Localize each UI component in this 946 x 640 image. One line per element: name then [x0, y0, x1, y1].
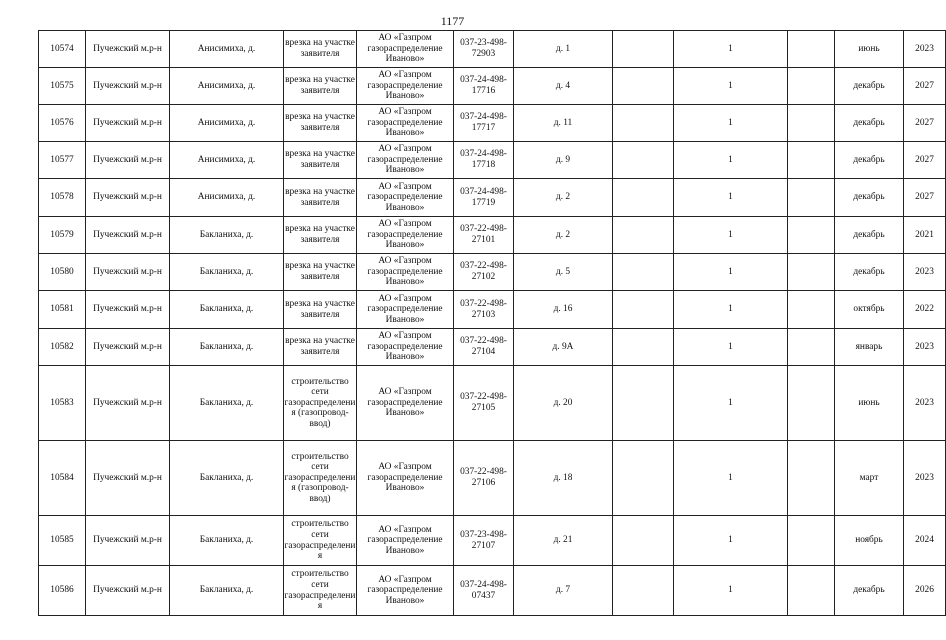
year-cell: 2023: [904, 254, 946, 291]
month-cell: октябрь: [835, 291, 904, 329]
record-number-cell: 10581: [39, 291, 86, 329]
year-cell: 2024: [904, 516, 946, 566]
table-row: [39, 566, 946, 616]
record-number-cell: 10574: [39, 31, 86, 68]
year-cell: 2027: [904, 105, 946, 142]
work-type-cell: врезка на участке заявителя: [284, 142, 357, 179]
empty-cell: [788, 441, 835, 516]
page-number: 1177: [440, 14, 465, 28]
work-type-cell: врезка на участке заявителя: [284, 254, 357, 291]
month-cell: декабрь: [835, 217, 904, 254]
district-cell: Пучежский м.р-н: [86, 179, 170, 217]
registration-code-cell: 037-24-498-17719: [454, 179, 514, 217]
quantity-cell: 1: [674, 366, 788, 441]
empty-cell: [613, 366, 674, 441]
work-type-cell: врезка на участке заявителя: [284, 68, 357, 105]
organization-cell: АО «Газпром газораспределение Иваново»: [357, 366, 454, 441]
month-cell: декабрь: [835, 179, 904, 217]
registration-code-cell: 037-24-498-07437: [454, 566, 514, 616]
registration-code-cell: 037-22-498-27103: [454, 291, 514, 329]
quantity-cell: 1: [674, 516, 788, 566]
district-cell: Пучежский м.р-н: [86, 291, 170, 329]
organization-cell: АО «Газпром газораспределение Иваново»: [357, 329, 454, 366]
quantity-cell: 1: [674, 291, 788, 329]
empty-cell: [788, 254, 835, 291]
organization-cell: АО «Газпром газораспределение Иваново»: [357, 291, 454, 329]
table-row: [39, 31, 946, 68]
record-number-cell: 10585: [39, 516, 86, 566]
year-cell: 2023: [904, 329, 946, 366]
house-number-cell: д. 7: [514, 566, 613, 616]
organization-cell: АО «Газпром газораспределение Иваново»: [357, 217, 454, 254]
table-row: [39, 291, 946, 329]
quantity-cell: 1: [674, 329, 788, 366]
work-type-cell: врезка на участке заявителя: [284, 31, 357, 68]
locality-cell: Бакланиха, д.: [170, 329, 284, 366]
organization-cell: АО «Газпром газораспределение Иваново»: [357, 516, 454, 566]
empty-cell: [788, 142, 835, 179]
empty-cell: [788, 516, 835, 566]
quantity-cell: 1: [674, 217, 788, 254]
district-cell: Пучежский м.р-н: [86, 217, 170, 254]
organization-cell: АО «Газпром газораспределение Иваново»: [357, 142, 454, 179]
locality-cell: Бакланиха, д.: [170, 441, 284, 516]
registration-code-cell: 037-24-498-17716: [454, 68, 514, 105]
record-number-cell: 10586: [39, 566, 86, 616]
registration-code-cell: 037-23-498-27107: [454, 516, 514, 566]
table-row: [39, 329, 946, 366]
district-cell: Пучежский м.р-н: [86, 566, 170, 616]
work-type-cell: врезка на участке заявителя: [284, 105, 357, 142]
organization-cell: АО «Газпром газораспределение Иваново»: [357, 31, 454, 68]
empty-cell: [788, 291, 835, 329]
registration-code-cell: 037-22-498-27101: [454, 217, 514, 254]
empty-cell: [613, 217, 674, 254]
empty-cell: [788, 31, 835, 68]
empty-cell: [613, 254, 674, 291]
house-number-cell: д. 9А: [514, 329, 613, 366]
district-cell: Пучежский м.р-н: [86, 254, 170, 291]
house-number-cell: д. 18: [514, 441, 613, 516]
house-number-cell: д. 9: [514, 142, 613, 179]
house-number-cell: д. 4: [514, 68, 613, 105]
empty-cell: [613, 516, 674, 566]
quantity-cell: 1: [674, 142, 788, 179]
record-number-cell: 10584: [39, 441, 86, 516]
district-cell: Пучежский м.р-н: [86, 31, 170, 68]
year-cell: 2023: [904, 441, 946, 516]
year-cell: 2021: [904, 217, 946, 254]
quantity-cell: 1: [674, 441, 788, 516]
organization-cell: АО «Газпром газораспределение Иваново»: [357, 254, 454, 291]
quantity-cell: 1: [674, 31, 788, 68]
table-body: [39, 31, 946, 616]
record-number-cell: 10583: [39, 366, 86, 441]
empty-cell: [788, 217, 835, 254]
district-cell: Пучежский м.р-н: [86, 142, 170, 179]
empty-cell: [613, 142, 674, 179]
year-cell: 2023: [904, 366, 946, 441]
year-cell: 2022: [904, 291, 946, 329]
work-type-cell: врезка на участке заявителя: [284, 179, 357, 217]
organization-cell: АО «Газпром газораспределение Иваново»: [357, 179, 454, 217]
empty-cell: [788, 68, 835, 105]
work-type-cell: строительство сети газораспределения (газопровод-ввод): [284, 366, 357, 441]
month-cell: январь: [835, 329, 904, 366]
empty-cell: [613, 329, 674, 366]
table-row: [39, 68, 946, 105]
table-row: [39, 179, 946, 217]
month-cell: декабрь: [835, 142, 904, 179]
empty-cell: [788, 329, 835, 366]
work-type-cell: врезка на участке заявителя: [284, 291, 357, 329]
empty-cell: [613, 566, 674, 616]
quantity-cell: 1: [674, 254, 788, 291]
work-type-cell: строительство сети газораспределения: [284, 516, 357, 566]
table-row: [39, 105, 946, 142]
record-number-cell: 10582: [39, 329, 86, 366]
table-row: [39, 142, 946, 179]
locality-cell: Анисимиха, д.: [170, 179, 284, 217]
work-type-cell: врезка на участке заявителя: [284, 329, 357, 366]
registration-code-cell: 037-22-498-27106: [454, 441, 514, 516]
empty-cell: [613, 68, 674, 105]
table-row: [39, 254, 946, 291]
empty-cell: [613, 105, 674, 142]
district-cell: Пучежский м.р-н: [86, 68, 170, 105]
locality-cell: Бакланиха, д.: [170, 217, 284, 254]
year-cell: 2027: [904, 179, 946, 217]
month-cell: ноябрь: [835, 516, 904, 566]
record-number-cell: 10579: [39, 217, 86, 254]
house-number-cell: д. 20: [514, 366, 613, 441]
work-type-cell: строительство сети газораспределения (газопровод-ввод): [284, 441, 357, 516]
house-number-cell: д. 21: [514, 516, 613, 566]
year-cell: 2027: [904, 142, 946, 179]
month-cell: июнь: [835, 366, 904, 441]
locality-cell: Бакланиха, д.: [170, 516, 284, 566]
house-number-cell: д. 16: [514, 291, 613, 329]
organization-cell: АО «Газпром газораспределение Иваново»: [357, 566, 454, 616]
registration-code-cell: 037-23-498-72903: [454, 31, 514, 68]
district-cell: Пучежский м.р-н: [86, 329, 170, 366]
district-cell: Пучежский м.р-н: [86, 105, 170, 142]
organization-cell: АО «Газпром газораспределение Иваново»: [357, 441, 454, 516]
month-cell: декабрь: [835, 566, 904, 616]
registration-code-cell: 037-24-498-17718: [454, 142, 514, 179]
empty-cell: [613, 291, 674, 329]
empty-cell: [613, 441, 674, 516]
record-number-cell: 10578: [39, 179, 86, 217]
month-cell: декабрь: [835, 254, 904, 291]
month-cell: июнь: [835, 31, 904, 68]
locality-cell: Анисимиха, д.: [170, 142, 284, 179]
house-number-cell: д. 5: [514, 254, 613, 291]
record-number-cell: 10575: [39, 68, 86, 105]
empty-cell: [788, 566, 835, 616]
table-row: [39, 366, 946, 441]
registration-code-cell: 037-22-498-27105: [454, 366, 514, 441]
record-number-cell: 10580: [39, 254, 86, 291]
month-cell: март: [835, 441, 904, 516]
month-cell: декабрь: [835, 68, 904, 105]
record-number-cell: 10576: [39, 105, 86, 142]
locality-cell: Бакланиха, д.: [170, 291, 284, 329]
locality-cell: Анисимиха, д.: [170, 31, 284, 68]
work-type-cell: врезка на участке заявителя: [284, 217, 357, 254]
locality-cell: Бакланиха, д.: [170, 366, 284, 441]
year-cell: 2023: [904, 31, 946, 68]
quantity-cell: 1: [674, 566, 788, 616]
registration-code-cell: 037-24-498-17717: [454, 105, 514, 142]
record-number-cell: 10577: [39, 142, 86, 179]
empty-cell: [788, 105, 835, 142]
locality-cell: Анисимиха, д.: [170, 68, 284, 105]
empty-cell: [788, 366, 835, 441]
locality-cell: Бакланиха, д.: [170, 566, 284, 616]
gas-connection-register-table: [38, 30, 946, 616]
organization-cell: АО «Газпром газораспределение Иваново»: [357, 68, 454, 105]
house-number-cell: д. 2: [514, 217, 613, 254]
table-row: [39, 441, 946, 516]
table-row: [39, 217, 946, 254]
work-type-cell: строительство сети газораспределения: [284, 566, 357, 616]
year-cell: 2027: [904, 68, 946, 105]
district-cell: Пучежский м.р-н: [86, 366, 170, 441]
locality-cell: Анисимиха, д.: [170, 105, 284, 142]
quantity-cell: 1: [674, 68, 788, 105]
house-number-cell: д. 11: [514, 105, 613, 142]
empty-cell: [613, 31, 674, 68]
registration-code-cell: 037-22-498-27102: [454, 254, 514, 291]
table-row: [39, 516, 946, 566]
empty-cell: [613, 179, 674, 217]
district-cell: Пучежский м.р-н: [86, 441, 170, 516]
year-cell: 2026: [904, 566, 946, 616]
locality-cell: Бакланиха, д.: [170, 254, 284, 291]
quantity-cell: 1: [674, 105, 788, 142]
quantity-cell: 1: [674, 179, 788, 217]
house-number-cell: д. 2: [514, 179, 613, 217]
month-cell: декабрь: [835, 105, 904, 142]
organization-cell: АО «Газпром газораспределение Иваново»: [357, 105, 454, 142]
empty-cell: [788, 179, 835, 217]
registration-code-cell: 037-22-498-27104: [454, 329, 514, 366]
district-cell: Пучежский м.р-н: [86, 516, 170, 566]
house-number-cell: д. 1: [514, 31, 613, 68]
